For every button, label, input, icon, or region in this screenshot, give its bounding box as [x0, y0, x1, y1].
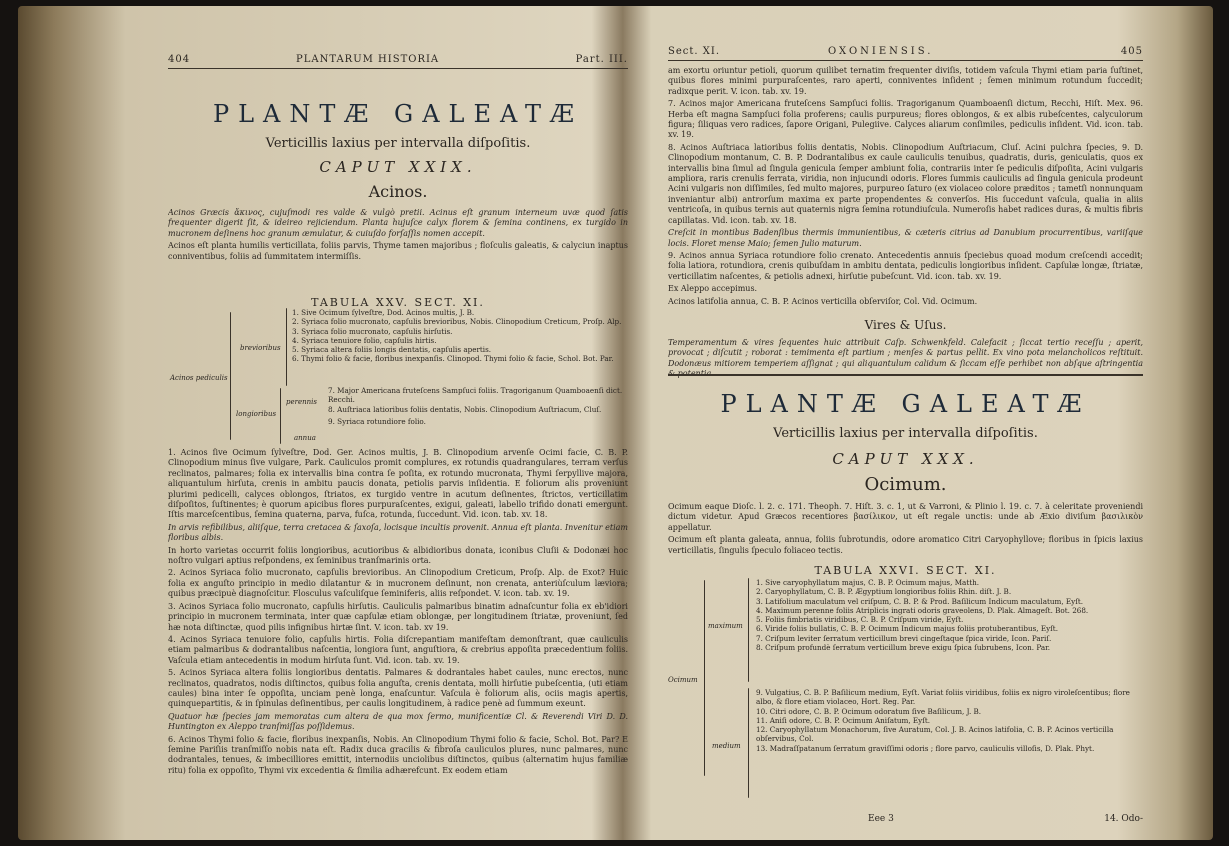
left-chapter: CAPUT XXIX.	[319, 158, 477, 176]
left-table-annua: annua	[294, 434, 316, 442]
left-table-title: TABULA XXV. SECT. XI.	[311, 296, 485, 309]
right-table-root: Ocimum	[668, 676, 698, 684]
right-table-item: 9. Vulgatius, C. B. P. Baſilicum medium, Eyſt. Variat foliis viridibus, foliis ex nigro viroleſcentibus; flore albo, & flore etiam violaceo, Hort. Reg. Par.	[756, 688, 1130, 707]
right-table-item: 8. Criſpum profundè ſerratum verticillum breve exigu ſpica ſubrubens, Icon. Par.	[756, 643, 1051, 653]
left-intro: Acinos Græcis ἄκινος, cujuſmodi res valde & vulgò pretii. Acinus eſt granum interneum uvæ quod ſatis frequenter digerit ſit, & ideireo rejiciendum. Planta hujuſce calyx florem & ſemina continens, ex turgido in mucronem deſinens hoc granum æmulatur, & cuiuſdo forſaſſis nomen accepit.	[168, 208, 628, 238]
right-table-item: 2. Caryophyllatum, C. B. P. Ægyptium longioribus foliis Rhin. diſt. J. B.	[756, 587, 1012, 597]
left-page-number: 404	[168, 54, 191, 65]
right-table-branch2: medium	[712, 742, 741, 750]
right-top-paragraph: Ex Aleppo accepimus.	[668, 284, 758, 294]
right-table-branch1: maximum	[708, 622, 743, 630]
right-section-title: PLANTÆ GALEATÆ	[720, 390, 1091, 418]
right-table-item: 5. Foliis fimbriatis viridibus, C. B. P. Criſpum viride, Eyſt.	[756, 615, 964, 625]
left-body-paragraph: In horto varietas occurrit foliis longioribus, acutioribus & albidioribus donata, iconibus Cluſii & Dodonæi hoc noſtro vulgari aptius reſpondens, ex ſeminibus tranſmarinis orta.	[168, 545, 628, 566]
left-body-paragraph: Quatuor hæ ſpecies jam memoratas cum altera de qua mox ſermo, munificentiæ Cl. & Reverendi Viri D. D. Huntington ex Aleppo tranſmiſſas poſſidemus.	[168, 711, 628, 732]
right-table-item: 11. Aniſi odore, C. B. P. Ocimum Aniſatum, Eyſt.	[756, 715, 931, 725]
left-running-title: PLANTARUM HISTORIA	[296, 54, 440, 65]
right-top-paragraph: Acinos latifolia annua, C. B. P. Acinos verticilla obſerviſor, Col. Vid. Ocimum.	[668, 296, 978, 306]
left-body-paragraph: In arvis refibilibus, aliiſque, terra cretacea & ſaxoſa, locisque incultis provenit. Annua eſt planta. Invenitur etiam floribus albis.	[168, 522, 628, 543]
right-table-item: 7. Criſpum leviter ſerratum verticillum brevi cingeſtaque ſpica viride, Icon. Pariſ.	[756, 633, 1052, 643]
left-table	[168, 306, 628, 446]
left-part-label: Part. III.	[575, 54, 628, 65]
right-table-item: 6. Viride foliis bullatis, C. B. P. Ocimum Indicum majus foliis protuberantibus, Eyſt.	[756, 624, 1058, 634]
left-table-item: 9. Syriaca rotundiore folio.	[328, 416, 426, 426]
left-table-branch2: longioribus	[236, 410, 277, 418]
right-table-item: 12. Caryophyllatum Monachorum, ſive Auratum, Col. J. B. Acinos latifolia, C. B. P. Acinos verticilla obſervibus, Col.	[756, 725, 1114, 744]
left-body-paragraph: 6. Acinos Thymi folio & facie, floribus inexpanſis, Nobis. An Clinopodium Thymi folio & facie, Schol. Bot. Par? E ſemine Pariſiis tranſmiſſo nobis nata eſt. Radix duca gracilis & fibroſa cauliculos plures, nunc palmares, nunc dodrantales, tenues, & imbecilliores emittit, internodiis unciolibus diſtinctos, quibus (alternatim hujus familiæ ritu) folia ex oppoſito, Thymi vix excedentia & ſimilia adhærefcunt. Ex eodem etiam	[168, 734, 628, 775]
open-book	[18, 6, 1213, 840]
left-para1: Acinos eſt planta humilis verticillata, foliis parvis, Thyme tamen majoribus ; floſculis galeatis, & calyciun inaptus conniventibus, foliis ad ſummitatem intermiſſis.	[168, 241, 628, 261]
right-page	[668, 6, 1143, 840]
signature-mark: Eee 3	[868, 814, 894, 824]
left-body-paragraph: 1. Acinos ſive Ocimum ſylveſtre, Dod. Ger. Acinos multis, J. B. Clinopodium arvenſe Ocimi facie, C. B. P. Clinopodium minus ſive vulgare, Park. Cauliculos promit complures, ex rotundis quadrangulares, terram verſus reclinatos, palmares; folia ex intervallis bina contra ſe poſita, ex rotundo mucronata, Thymi ſerpyllive majora, aliquantulum hirſuta, crenis in ambitu paucis donata, petiolis parvis inſidentia. E foliorum alis proveniunt plurimi pedicelli, calyces oblongos, ſtriatos, ex turgido ventre in acutum deſinentes, ſtrictos, verticillatim diſpoſitos, ſuſtinentes; è quorum apicibus flores purpuraſcentes, exigui, galeati, labello trifido donati emergunt. Iſtis marceſcentibus, ſemina quaterna, parva, fuſca, rotunda, ſuccedunt. Vid. icon. tab. xv. 18.	[168, 448, 628, 520]
vires-text: Temperamentum & vires ſequentes huic attribuit Caſp. Schwenkfeld. Calefacit ; ſiccat tertio receſſu ; aperit, provocat ; diſcutit ; roborat : temimenta eſt partium ; menſes & partus pellit. Ex vino pota melancholicos reſtituit. Dodonæus mitiorem temperiem aſſignat ; qui aliquantulum calidum & ſiccam eſſe perhibet non abſque aſtringentia & potentia.	[668, 338, 1143, 379]
right-chapter-name: Ocimum.	[864, 474, 947, 495]
right-table-item: 10. Citri odore, C. B. P. Ocimum odoratum ſive Baſilicum, J. B.	[756, 706, 982, 716]
right-table-title: TABULA XXVI. SECT. XI.	[814, 564, 997, 577]
right-top-paragraph: 8. Acinos Auſtriaca latioribus foliis dentatis, Nobis. Clinopodium Auſtriacum, Cluſ. Acini pulchra ſpecies, 9. D. Clinopodium montanum, C. B. P. Dodrantalibus ex caule cauliculis tenuibus, quadratis, duris, geniculatis, quos ex intervallis bina ſimul ad ſingula genicula ſemper ambiunt folia, contrariis inter ſe pediculis diſpoſita, Acini vulgaris ampliora, raris crenulis ferrata, viridia, non injucundi odoris. Flores ſummis cauliculis ad ſingula genicula prodeunt Acini vulgaris non diſſimiles, ſed multo majores, purpureo ſaturo (ex violaceo colore præditos ; tametſi nonnunquam inveniantur albi) antrorſum maxima ex parte propendentes & converſos. His ſuccedunt vaſcula, qualia in aliis ventricoſa, in quibus ternis aut quaternis nigra ſemina rotundiuſcula. Numeroſis habet radices duras, & multis fibris capillatas. Vid. icon. tab. xv. 18.	[668, 142, 1143, 225]
left-subtitle: Verticillis laxius per intervalla diſpoſitis.	[265, 136, 531, 151]
catchword: 14. Odo-	[1104, 814, 1143, 824]
left-body-paragraph: 4. Acinos Syriaca tenuiore folio, capſulis hirtis. Folia diſcrepantiam manifeſtam demonſtrant, quæ cauliculis etiam palmaribus & dodrantalibus naſcentia, longiora ſunt, anguſtiora, & crebrius appoſita præcedentium foliis. Vaſcula etiam antecedentis in modum hirſuta ſunt. Vid. icon. tab. xv. 19.	[168, 634, 628, 665]
right-running-head	[668, 46, 1143, 57]
left-chapter-name: Acinos.	[368, 182, 428, 201]
left-head-rule	[168, 68, 628, 69]
left-table-item: 2. Syriaca folio mucronato, capſulis brevioribus, Nobis. Clinopodium Creticum, Proſp. Alp.	[292, 317, 622, 327]
left-section-title: PLANTÆ GALEATÆ	[212, 100, 584, 128]
right-top-paragraph: am exortu oriuntur petioli, quorum quilibet ternatim frequenter diviſis, totidem vaſcula Thymi etiam paria ſuſtinet, quibus flores minimi purpuraſcentes, raro aperti, conniventes inſident ; ſemen minimum rotundum ſuccedit; radixque perit. V. icon. tab. xv. 19.	[668, 66, 1143, 96]
right-top-paragraph: Creſcit in montibus Badenſibus thermis immunientibus, & cæteris citrius ad Danubium procurrentibus, variiſque locis. Floret mense Maio; ſemen Julio maturum.	[668, 228, 1143, 248]
right-running-title: OXONIENSIS.	[828, 46, 934, 57]
left-body-paragraph: 2. Acinos Syriaca folio mucronato, capſulis brevioribus. An Clinopodium Creticum, Proſp. Alp. de Exot? Huic folia ex anguſto principio in medio dilatantur & in mucronem deſinunt, non crenata, anteriùſculum læviora; quibus præcipuè diagnoſcitur. Flosculus vaſculiſque ſeminiferis, aliis reſpondet. V. icon. tab. xv. 19.	[168, 568, 628, 599]
left-table-item: 7. Major Americana fruteſcens Sampſuci foliis. Tragoriganum Quamboaenſi dict. Recchi.	[328, 386, 623, 405]
right-subtitle: Verticillis laxius per intervalla diſpoſitis.	[773, 426, 1038, 441]
left-table-item: 4. Syriaca tenuiore folio, capſulis hirtis.	[292, 335, 437, 345]
left-table-root: Acinos pediculis	[170, 374, 228, 382]
left-table-item: 5. Syriaca altera foliis longis dentatis, capſulis apertis.	[292, 345, 492, 355]
right-section-label: Sect. XI.	[668, 46, 720, 57]
right-table-item: 3. Latifolium maculatum vel criſpum, C. B. P. & Prod. Baſilicum Indicum maculatum, Eyſt.	[756, 596, 1084, 606]
left-table-branch1: brevioribus	[240, 344, 281, 352]
right-top-paragraph: 9. Acinos annua Syriaca rotundiore folio crenato. Antecedentis annuis ſpeciebus quoad modum creſcendi accedit; folia latiora, rotundiora, crenis quibuſdam in ambitu dentata, pediculis longioribus inſident. Capſulæ longæ, ſtriatæ, verticillatim naſcentes, & petiolis adnexi, hirſutie pubeſcunt. Vid. icon. tab. xv. 19.	[668, 250, 1143, 281]
right-top-paragraph: 7. Acinos major Americana fruteſcens Sampſuci foliis. Tragoriganum Quamboaenſi dictum, Recchi, Hiſt. Mex. 96. Herba eſt magna Sampſuci folia proferens; caulis purpureus; flores oblongos, & ex albis rubeſcentes, calyculorum figura; ſiliquas vero radices, ſapore Origani, Pulegiive. Calyces aliarum conſimiles, pediculis inſident. Vid. icon. tab. xv. 19.	[668, 99, 1143, 140]
left-table-item: 6. Thymi folio & facie, floribus inexpanſis. Clinopod. Thymi folio & facie, Schol. Bot. Par.	[292, 354, 614, 364]
right-page-number: 405	[1120, 46, 1143, 57]
left-table-item: 8. Auſtriaca latioribus foliis dentatis, Nobis. Clinopodium Auſtriacum, Cluſ.	[328, 404, 602, 414]
right-intro: Ocimum eaque Dioſc. l. 2. c. 171. Theoph. 7. Hiſt. 3. c. 1, ut & Varroni, & Plinio l. 19. c. 7. à celeritate proveniendi dictum videtur. Apud Græcos recentiores βασίλικον, ut eſt regale unctis: unde ab Æxio diviſum βασιλικὸν appellatur.	[668, 502, 1143, 532]
left-body-paragraph: 5. Acinos Syriaca altera foliis longioribus dentatis. Palmares & dodrantales habet caules, nunc erectos, nunc reclinatos, quadratos, nodis diſtinctos, quibus folia anguſta, crenis dentata, molli hirſutie pubeſcentia, (uti etiam caules) bina inter ſe oppoſita, unciam penè longa, enaſcuntur. Vaſcula è foliorum alis, ociis magis apertis, quinquepartitis, & in ſpinulas deſinentibus, per caulis longitudinem, à radice penè ad ſummum exeunt.	[168, 668, 628, 709]
right-table	[668, 576, 1143, 806]
right-table-item: 4. Maximum perenne foliis Atriplicis ingrati odoris graveolens, D. Plak. Almageſt. Bot. 268.	[756, 605, 1089, 615]
left-table-perennis: perennis	[286, 398, 317, 406]
vires-title: Vires & Uſus.	[864, 318, 947, 332]
left-body-paragraph: 3. Acinos Syriaca folio mucronato, capſulis hirſutis. Cauliculis palmaribus binatim adnaſcuntur folia ex eb'idiori principio in mucronem terminata, inter quæ capſulæ etiam oblongæ, per longitudinem ſtriatæ, proveniunt, ſed hæ nota diſtinctæ, quod pilis infignibus hirtæ ſint. V. icon. tab. xv 19.	[168, 601, 628, 632]
left-page	[168, 6, 628, 840]
right-table-item: 13. Madraſſpatanum ſerratum graviſſimi odoris ; flore parvo, cauliculis villoſis, D. Plak. Phyt.	[756, 743, 1095, 753]
right-para1: Ocimum eſt planta galeata, annua, foliis ſubrotundis, odore aromatico Citri Caryophyllove; floribus in ſpicis laxius verticillatis, ſingulis ſpeculo foliaceo tectis.	[668, 535, 1143, 555]
right-chapter: CAPUT XXX.	[832, 450, 979, 468]
right-table-item: 1. Sive caryophyllatum majus, C. B. P. Ocimum majus, Matth.	[756, 578, 980, 587]
right-head-rule	[668, 60, 1143, 61]
left-table-item: 1. Sive Ocimum ſylveſtre, Dod. Acinos multis, J. B.	[292, 308, 475, 317]
section-divider	[668, 374, 1143, 376]
left-running-head	[168, 54, 628, 65]
left-table-item: 3. Syriaca folio mucronato, capſulis hirſutis.	[292, 326, 453, 336]
